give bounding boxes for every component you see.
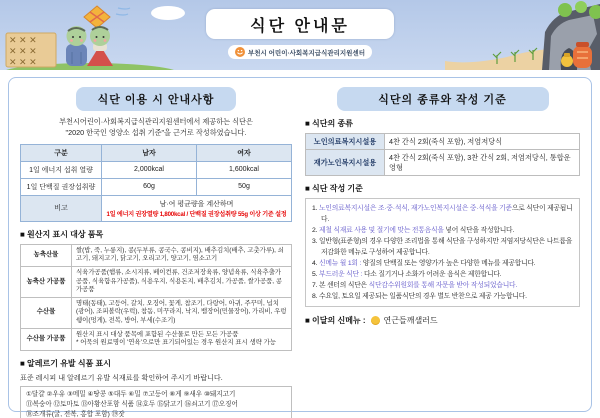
table-cell: 4찬 간식 2회(죽식 포함), 3찬 간식 2회, 저염저당식, 통합운영형: [385, 150, 580, 176]
origin-section-title: ■ 원산지 표시 대상 품목: [20, 229, 104, 239]
org-name: 부천시 어린이·사회복지급식관리지원센터: [248, 49, 365, 57]
section-title-usage-notes: 식단 이용 시 안내사항: [76, 87, 236, 111]
intro-text: [20, 117, 292, 139]
grandfather-character: [66, 26, 87, 66]
cell-line: 원산지 표시 대상 품목에 포함된 수산물로 만든 모든 가공품: [76, 330, 239, 338]
table-row: [306, 134, 580, 150]
allergy-line: ①달걀 ②우유 ③메밀 ④땅콩 ⑤대두 ⑥밀 ⑦고등어 ⑧게 ⑨새우 ⑩돼지고기: [26, 391, 236, 398]
table-cell: 1,600kcal: [197, 161, 292, 178]
table-row: [21, 161, 292, 178]
item-number: 5.: [312, 271, 318, 279]
content-frame: [8, 77, 592, 418]
table-row: [21, 266, 292, 297]
row-header: 농축산물: [21, 244, 72, 266]
criteria-list-box: [305, 198, 580, 307]
list-item: 5. 부드러운 식단 : 다소 질기거나 소화가 어려운 음식은 제한합니다.: [312, 271, 502, 279]
cell-footnote: * 어묵의 원료명이 '연육'으로만 표기되어있는 경우 원산지 표시 생략 가능: [76, 339, 276, 347]
table-cell: 1일 에너지 섭취 열량: [21, 161, 102, 178]
row-header: 농축산 가공품: [21, 266, 72, 297]
origin-table: [20, 244, 292, 351]
types-section-title: ■ 식단의 종류: [305, 119, 353, 128]
note-highlight: 1일 에너지 권장열량 1,800kcal / 단백질 권장섭취량 55g 이상 기준 설정: [106, 210, 287, 218]
item-number: 2.: [312, 227, 318, 235]
allergy-line: ⑪복숭아 ⑫토마토 ⑬아황산포함 식품 ⑭호두 ⑮닭고기 ⑯쇠고기 ⑰오징어: [26, 401, 238, 409]
row-header: 재가노인복지시설용: [306, 150, 385, 176]
left-column: [20, 86, 292, 418]
table-cell: 명태(동태), 고등어, 갈치, 오징어, 꽃게, 참조기, 다랑어, 아귀, 주꾸미, 넙치(광어), 조피볼락(우럭), 참돔, 미꾸라지, 낙지, 뱀장어(민물장어), 가리비, 우렁쉥이(멍게), 전복, 방어, 부세(수조기): [72, 297, 292, 328]
table-row: [21, 178, 292, 195]
note-line: 남·여 평균량을 계산하며: [159, 200, 234, 208]
svg-text:✕ ✕ ✕: ✕ ✕ ✕: [9, 35, 37, 45]
table-cell: 1일 단백질 권장섭취량: [21, 178, 102, 195]
table-cell: 2,000kcal: [102, 161, 197, 178]
table-row-note: [21, 195, 292, 221]
row-header: 수산물: [21, 297, 72, 328]
table-cell: 비고: [21, 195, 102, 221]
table-cell-note: [102, 195, 292, 221]
menu-types-table: [305, 133, 580, 176]
column-header: 구분: [21, 144, 102, 161]
rock-shore-illustration: [445, 0, 600, 70]
list-item: 7. 본 센터의 식단은 식단감수위원회를 통해 자문을 받아 작성되었습니다.: [312, 282, 518, 290]
table-cell: 식육가공품(햄류, 소시지류, 베이컨류, 건조저장육류, 양념육류, 식육추출가공품, 식육함유가공품), 식용우지, 식용돈지, 배추김치, 가공품, 쌀가공품, 콩가공품: [72, 266, 292, 297]
new-menu-row: [305, 315, 580, 326]
right-column: [305, 86, 580, 403]
table-cell: 쌀(밥, 죽, 누룽지), 콩(두부류, 콩국수, 콩비지), 배추김치(배추, 고춧가루), 쇠고기, 돼지고기, 닭고기, 오리고기, 양고기, 염소고기: [72, 244, 292, 266]
list-item: 8. 수요일, 토요일 제공되는 일품식단의 경우 별도 반찬으로 제공 가능합니다.: [312, 293, 527, 301]
table-row: [306, 150, 580, 176]
list-item: 2. 제철 식재료 사용 및 절기에 맞는 전통음식을 넣어 식단을 작성합니다.: [312, 227, 515, 235]
svg-text:✕ ✕ ✕: ✕ ✕ ✕: [9, 57, 37, 67]
cloud-icon: [151, 6, 185, 20]
straw-stacks-icon: [6, 33, 56, 67]
center-logo-icon: [235, 47, 245, 57]
column-header: 여자: [197, 144, 292, 161]
row-header: 노인의료복지시설용: [306, 134, 385, 150]
header-banner: [0, 0, 600, 70]
allergy-line: ⑱조개류(굴, 전복, 홍합 포함) ⑲잣: [26, 411, 125, 418]
row-header: 수산물 가공품: [21, 328, 72, 350]
new-menu-label: ■ 이달의 신메뉴 :: [305, 316, 366, 326]
item-number: 4.: [312, 260, 318, 268]
item-number: 8.: [312, 293, 318, 301]
table-row: [21, 297, 292, 328]
table-row: [21, 244, 292, 266]
table-cell: [72, 328, 292, 350]
allergy-section-title: ■ 알레르기 유발 식품 표시: [20, 359, 112, 368]
table-cell: 4찬 간식 2회(죽식 포함), 저염저당식: [385, 134, 580, 150]
new-menu-value: 연근들깨샐러드: [383, 316, 438, 326]
table-cell: 50g: [197, 178, 292, 195]
page-title: 식단 안내문: [206, 9, 394, 39]
new-menu-dot-icon: [371, 316, 380, 325]
grandmother-character: [87, 26, 113, 66]
table-row: [21, 328, 292, 350]
list-item: 3. 일반형(표준형)의 경우 다양한 조리법을 통해 식단을 구성하지만 저염저당식단은 나트륨을 저감화한 메뉴로 구성하여 제공합니다.: [312, 238, 573, 257]
org-badge: [228, 45, 372, 59]
table-header-row: [21, 144, 292, 161]
section-title-menu-types: 식단의 종류와 작성 기준: [337, 87, 549, 111]
intro-line-2: "2020 한국인 영양소 섭취 기준"을 근거로 작성하였습니다.: [65, 127, 247, 137]
item-number: 1.: [312, 205, 318, 213]
item-number: 3.: [312, 238, 318, 246]
list-item: 4. 신메뉴 월 1회 : 양질의 단백질 또는 영양가가 높은 다양한 메뉴를 제공합니다.: [312, 260, 536, 268]
allergy-description: 표준 레시피 내 알레르기 유발 식재료를 확인하여 주시기 바랍니다.: [20, 374, 223, 382]
intro-line-1: 부천시어린이·사회복지급식관리지원센터에서 제공하는 식단은: [59, 117, 253, 126]
list-item: 1. 노인의료복지시설은 조·중·석식, 재가노인복지시설은 중·석식을 기준으로 식단이 제공됩니다.: [312, 205, 573, 224]
column-header: 남자: [102, 144, 197, 161]
allergy-list-box: [20, 386, 292, 418]
nutrition-table: [20, 144, 292, 222]
item-number: 7.: [312, 282, 318, 290]
criteria-section-title: ■ 식단 작성 기준: [305, 184, 363, 194]
svg-text:✕ ✕ ✕: ✕ ✕ ✕: [9, 46, 37, 56]
grandparents-illustration: [0, 0, 210, 70]
table-cell: 60g: [102, 178, 197, 195]
